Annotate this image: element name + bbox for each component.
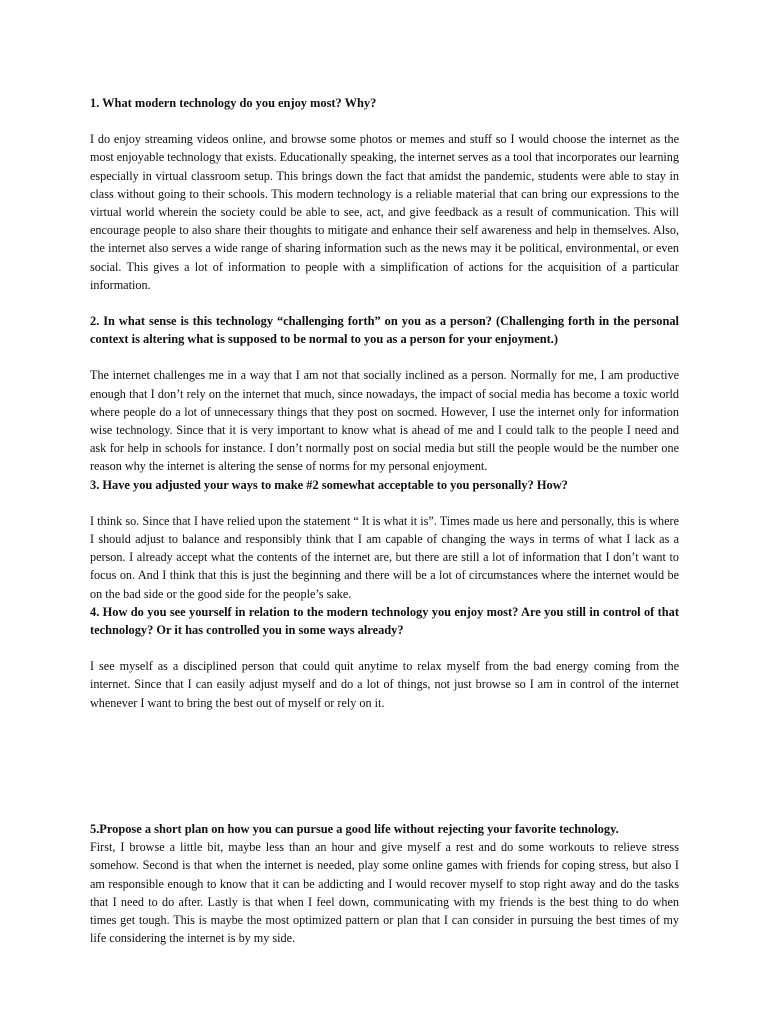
question-4: 4. How do you see yourself in relation to the modern technology you enjoy most? Are you still in control of that technology? Or it has controlled you in some ways already? — [90, 604, 679, 638]
answer-2: The internet challenges me in a way that I am not that socially inclined as a person. Normally for me, I am productive enough that I don’t rely on the internet that much, since nowadays, the impact of social media has become a toxic world where people do a lot of unnecessary things that they post on socmed. However, I use the internet only for information wise technology. Since that it is very important to know what is ahead of me and I could talk to the people I need and ask for help in schools for instance. I don’t normally post on social media but still the people would be the number one reason why the internet is altering the sense of norms for my personal enjoyment. — [90, 368, 679, 474]
answer-3: I think so. Since that I have relied upon the statement “ It is what it is”. Times made us here and personally, this is where I should adjust to balance and responsibly think that I am capable of changing the ways in terms of what I lack as a person. I already accept what the contents of the internet are, but there are still a lot of information that I don’t want to focus on. And I think that this is just the beginning and there will be a lot of circumstances where the internet would be on the bad side or the good side for the people’s sake. — [90, 513, 679, 601]
answer-1: I do enjoy streaming videos online, and browse some photos or memes and stuff so I would choose the internet as the most enjoyable technology that exists. Educationally speaking, the internet serves as a tool that incorporates our learning especially in virtual classroom setup. This brings down the fact that amidst the pandemic, students were able to stay in class without going to their schools. This modern technology is a reliable material that can bring our expressions to the virtual world wherein the society could be able to see, act, and give feedback as a result of communication. This will encourage people to also share their thoughts to mitigate and enhance their self awareness and help in themselves. Also, the internet also serves a wide range of sharing information such as the news may it be political, environmental, or even social. This gives a lot of information to people with a simplification of actions for the acquisition of a particular information. — [90, 132, 679, 292]
answer-4: I see myself as a disciplined person that could quit anytime to relax myself from the bad energy coming from the internet. Since that I can easily adjust myself and do a lot of things, not just browse so I am in control of the internet whenever I want to bring the best out of myself or rely on it. — [90, 659, 679, 710]
answer-5: First, I browse a little bit, maybe less than an hour and give myself a rest and do some workouts to relieve stress somehow. Second is that when the internet is needed, play some online games with friends for coping stress, but also I am responsible enough to know that it can be addicting and I would recover myself to stop right away and do the tasks that I need to do after. Lastly is that when I feel down, communicating with my friends is the best thing to do when times get tough. This is maybe the most optimized pattern or plan that I can consider in pursuing the best times of my life considering the internet is by my side. — [90, 840, 679, 946]
document-body — [90, 94, 679, 947]
question-1: 1. What modern technology do you enjoy most? Why? — [90, 96, 377, 110]
question-3: 3. Have you adjusted your ways to make #2 somewhat acceptable to you personally? How? — [90, 477, 568, 492]
question-5: 5.Propose a short plan on how you can pursue a good life without rejecting your favorite technology. — [90, 821, 619, 836]
question-2: 2. In what sense is this technology “challenging forth” on you as a person? (Challenging forth in the personal context is altering what is supposed to be normal to you as a person for your enjoyment.) — [90, 314, 679, 347]
